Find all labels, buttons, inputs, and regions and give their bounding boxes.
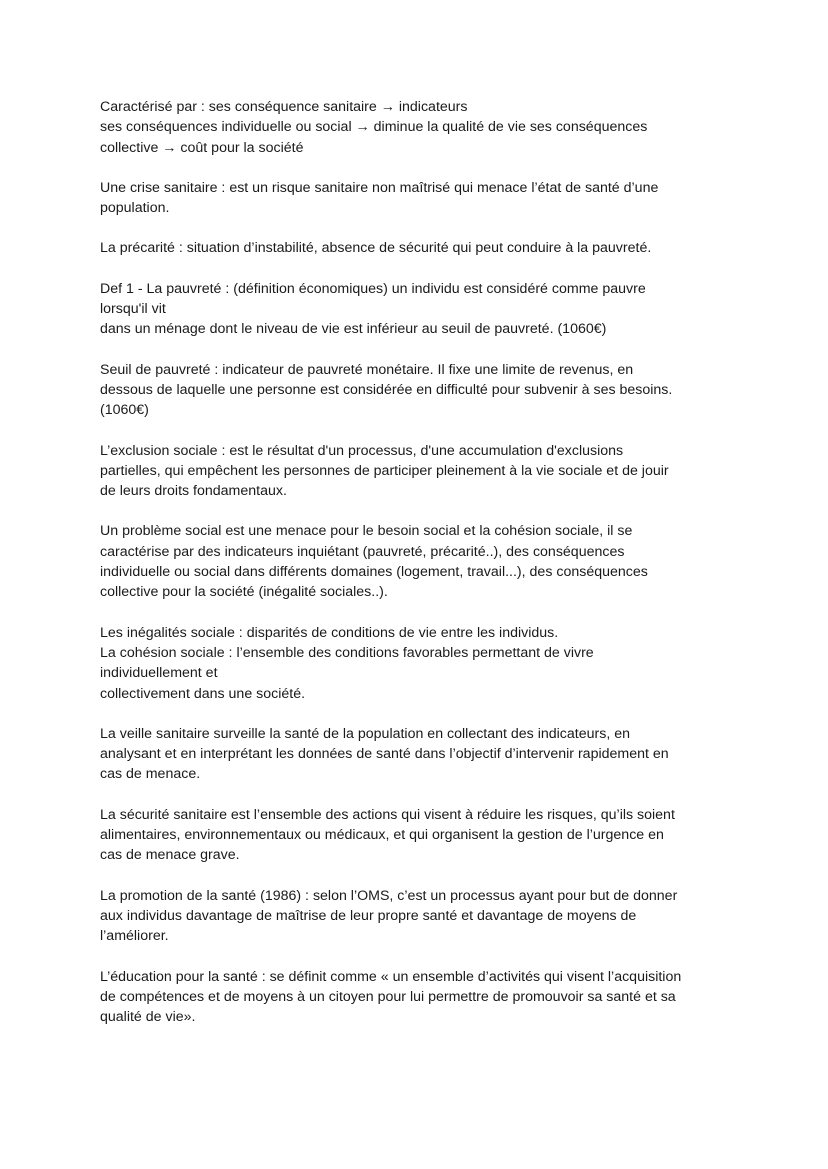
text-line: population. xyxy=(100,200,170,217)
paragraph xyxy=(100,97,728,158)
text-line: collective → coût pour la société xyxy=(100,139,304,156)
paragraph xyxy=(100,521,728,602)
paragraph xyxy=(100,724,728,785)
paragraph xyxy=(100,967,728,1028)
text-line: La sécurité sanitaire est l’ensemble des actions qui visent à réduire les risques, qu’ils soient xyxy=(100,806,675,823)
text-line: La cohésion sociale : l’ensemble des conditions favorables permettant de vivre xyxy=(100,644,594,661)
paragraph xyxy=(100,279,728,340)
text-line: analysant et en interprétant les données de santé dans l’objectif d’intervenir rapidement en xyxy=(100,746,669,763)
text-line: ses conséquences individuelle ou social → diminue la qualité de vie ses conséquences xyxy=(100,119,648,136)
text-line: collectivement dans une société. xyxy=(100,685,306,702)
text-line: individuelle ou social dans différents domaines (logement, travail...), des conséquences xyxy=(100,564,648,581)
paragraph xyxy=(100,360,728,421)
text-line: Seuil de pauvreté : indicateur de pauvreté monétaire. Il fixe une limite de revenus, en xyxy=(100,361,634,378)
text-line: individuellement et xyxy=(100,665,218,682)
text-line: cas de menace. xyxy=(100,766,201,783)
text-line: de leurs droits fondamentaux. xyxy=(100,483,287,500)
text-line: collective pour la société (inégalité sociales..). xyxy=(100,584,388,601)
document-body xyxy=(100,97,728,1027)
text-line: L’éducation pour la santé : se définit comme « un ensemble d’activités qui visent l’acquisition xyxy=(100,968,682,985)
paragraph xyxy=(100,805,728,866)
text-line: L’exclusion sociale : est le résultat d'un processus, d'une accumulation d'exclusions xyxy=(100,442,624,459)
text-line: dessous de laquelle une personne est considérée en difficulté pour subvenir à ses besoins. xyxy=(100,381,673,398)
text-line: aux individus davantage de maîtrise de leur propre santé et davantage de moyens de xyxy=(100,907,637,924)
text-line: l’améliorer. xyxy=(100,928,169,945)
text-line: Def 1 - La pauvreté : (définition économiques) un individu est considéré comme pauvre xyxy=(100,280,646,297)
paragraph xyxy=(100,886,728,947)
text-line: qualité de vie». xyxy=(100,1009,196,1026)
text-line: de compétences et de moyens à un citoyen pour lui permettre de promouvoir sa santé et sa xyxy=(100,988,676,1005)
text-line: lorsqu'il vit xyxy=(100,301,166,318)
paragraph xyxy=(100,238,728,258)
text-line: Les inégalités sociale : disparités de conditions de vie entre les individus. xyxy=(100,624,559,641)
text-line: cas de menace grave. xyxy=(100,847,240,864)
text-line: Un problème social est une menace pour le besoin social et la cohésion sociale, il se xyxy=(100,523,633,540)
text-line: La promotion de la santé (1986) : selon l’OMS, c’est un processus ayant pour but de donner xyxy=(100,887,678,904)
paragraph xyxy=(100,623,728,704)
text-line: Caractérisé par : ses conséquence sanitaire → indicateurs xyxy=(100,99,468,115)
text-line: caractérise par des indicateurs inquiétant (pauvreté, précarité..), des conséquences xyxy=(100,543,625,560)
text-line: Une crise sanitaire : est un risque sanitaire non maîtrisé qui menace l’état de santé d’une xyxy=(100,179,659,196)
document-page xyxy=(100,97,728,1047)
text-line: (1060€) xyxy=(100,402,149,419)
paragraph xyxy=(100,441,728,502)
text-line: dans un ménage dont le niveau de vie est inférieur au seuil de pauvreté. (1060€) xyxy=(100,321,607,338)
paragraph xyxy=(100,178,728,219)
text-line: La précarité : situation d’instabilité, absence de sécurité qui peut conduire à la pauvreté. xyxy=(100,240,652,257)
text-line: partielles, qui empêchent les personnes de participer pleinement à la vie sociale et de jouir xyxy=(100,462,669,479)
text-line: La veille sanitaire surveille la santé de la population en collectant des indicateurs, en xyxy=(100,725,630,742)
text-line: alimentaires, environnementaux ou médicaux, et qui organisent la gestion de l’urgence en xyxy=(100,827,664,844)
